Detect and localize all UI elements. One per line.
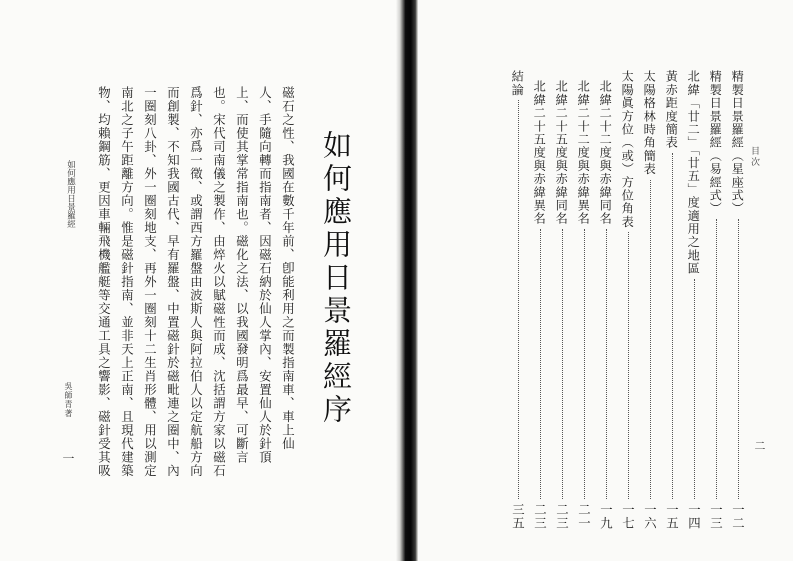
- toc-entry-page: 一五: [664, 503, 680, 530]
- toc-leader-dots: [540, 229, 541, 499]
- toc-entry: [577, 80, 595, 530]
- toc-entry-title: 北緯二十二度與赤緯同名: [598, 80, 613, 226]
- preface-line: 人、手隨向轉而指南者、因磁石納於仙人掌內、安置仙人於針頂: [257, 86, 273, 464]
- toc-entry: [533, 80, 551, 530]
- preface-line: 也。宋代司南儀之製作、由焠火以賦磁性而成、沈括謂方家以磁石: [211, 86, 227, 478]
- toc-entry-page: 一六: [642, 503, 658, 530]
- toc-entry-page: 一七: [620, 503, 636, 530]
- toc-entry-page: 一四: [686, 503, 702, 530]
- toc-entry-page: 三五: [510, 503, 526, 530]
- toc-entry: [511, 70, 529, 530]
- toc-entry-title: 精製日景羅經（星座式）: [730, 70, 745, 216]
- toc-entry-title: 黃赤距度簡表: [664, 70, 679, 150]
- toc-leader-dots: [562, 229, 563, 499]
- toc-entry-page: 二三: [554, 503, 570, 530]
- preface-page: [0, 0, 396, 561]
- preface-line: 物、均賴鋼筋、更因車輛飛機艦艇等交通工具之響影、磁針受其吸: [96, 86, 112, 478]
- preface-line: 爲針、亦爲一徵、或謂西方羅盤由波斯人與阿拉伯人以定航船方向: [188, 86, 204, 478]
- toc-entry: [687, 70, 705, 530]
- toc-leader-dots: [738, 219, 739, 499]
- toc-entry: [665, 70, 683, 530]
- author-credit: 吳師青著: [64, 382, 73, 418]
- toc-leader-dots: [606, 229, 607, 499]
- preface-title: 如何應用日景羅經序: [319, 130, 353, 427]
- toc-entry-title: 太陽眞方位（或）方位角表: [620, 70, 635, 229]
- toc-entry: [621, 70, 639, 530]
- toc-entry: [555, 80, 573, 530]
- toc-entry-title: 北緯「廿二」「廿五」度適用之地區: [686, 70, 701, 276]
- toc-leader-dots: [628, 232, 629, 499]
- toc-leader-dots: [716, 219, 717, 499]
- contents-header: 目次: [749, 146, 759, 168]
- running-head: 如何應用日景羅經: [65, 160, 76, 228]
- page-number: 二: [753, 440, 766, 451]
- toc-entry-title: 太陽格林時角簡表: [642, 70, 657, 176]
- toc-leader-dots: [672, 153, 673, 499]
- page-number: 一: [61, 452, 75, 464]
- toc-leader-dots: [694, 279, 695, 499]
- preface-line: 南北之子午距離方向。惟是磁針指南、並非天上正南、且現代建築: [119, 86, 135, 478]
- toc-entry-title: 精製日景羅經（易經式）: [708, 70, 723, 216]
- preface-line: 上、而使其掌常指南也。磁化之法、以我國發明爲最早、可斷言: [234, 86, 250, 464]
- toc-leader-dots: [650, 180, 651, 499]
- toc-entry-page: 二三: [532, 503, 548, 530]
- preface-line: 一圈刻八卦、外一圈刻地支、再外一圈刻十二生肖形體、用以測定: [142, 86, 158, 478]
- toc-entry-page: 一三: [708, 503, 724, 530]
- toc-leader-dots: [584, 229, 585, 499]
- toc-entry: [731, 70, 749, 530]
- toc-entry-page: 二一: [576, 503, 592, 530]
- toc-entry: [709, 70, 727, 530]
- toc-entry-page: 一九: [598, 503, 614, 530]
- preface-line: 磁石之性、我國在數千年前、卽能利用之而製指南車、車上仙: [280, 86, 296, 451]
- toc-leader-dots: [518, 100, 519, 499]
- toc-entry-title: 北緯二十五度與赤緯同名: [554, 80, 569, 226]
- toc-entry-title: 北緯二十五度與赤緯異名: [532, 80, 547, 226]
- toc-entry-title: 結論: [510, 70, 525, 97]
- toc-entry-page: 一二: [730, 503, 746, 530]
- toc-entry-title: 北緯二十二度與赤緯異名: [576, 80, 591, 226]
- preface-line: 而創製、不知我國古代、早有羅盤、中置磁針於磁毗連之圈中、內: [165, 86, 181, 478]
- toc-entry: [599, 80, 617, 530]
- toc-entry: [643, 70, 661, 530]
- book-gutter: [400, 0, 418, 561]
